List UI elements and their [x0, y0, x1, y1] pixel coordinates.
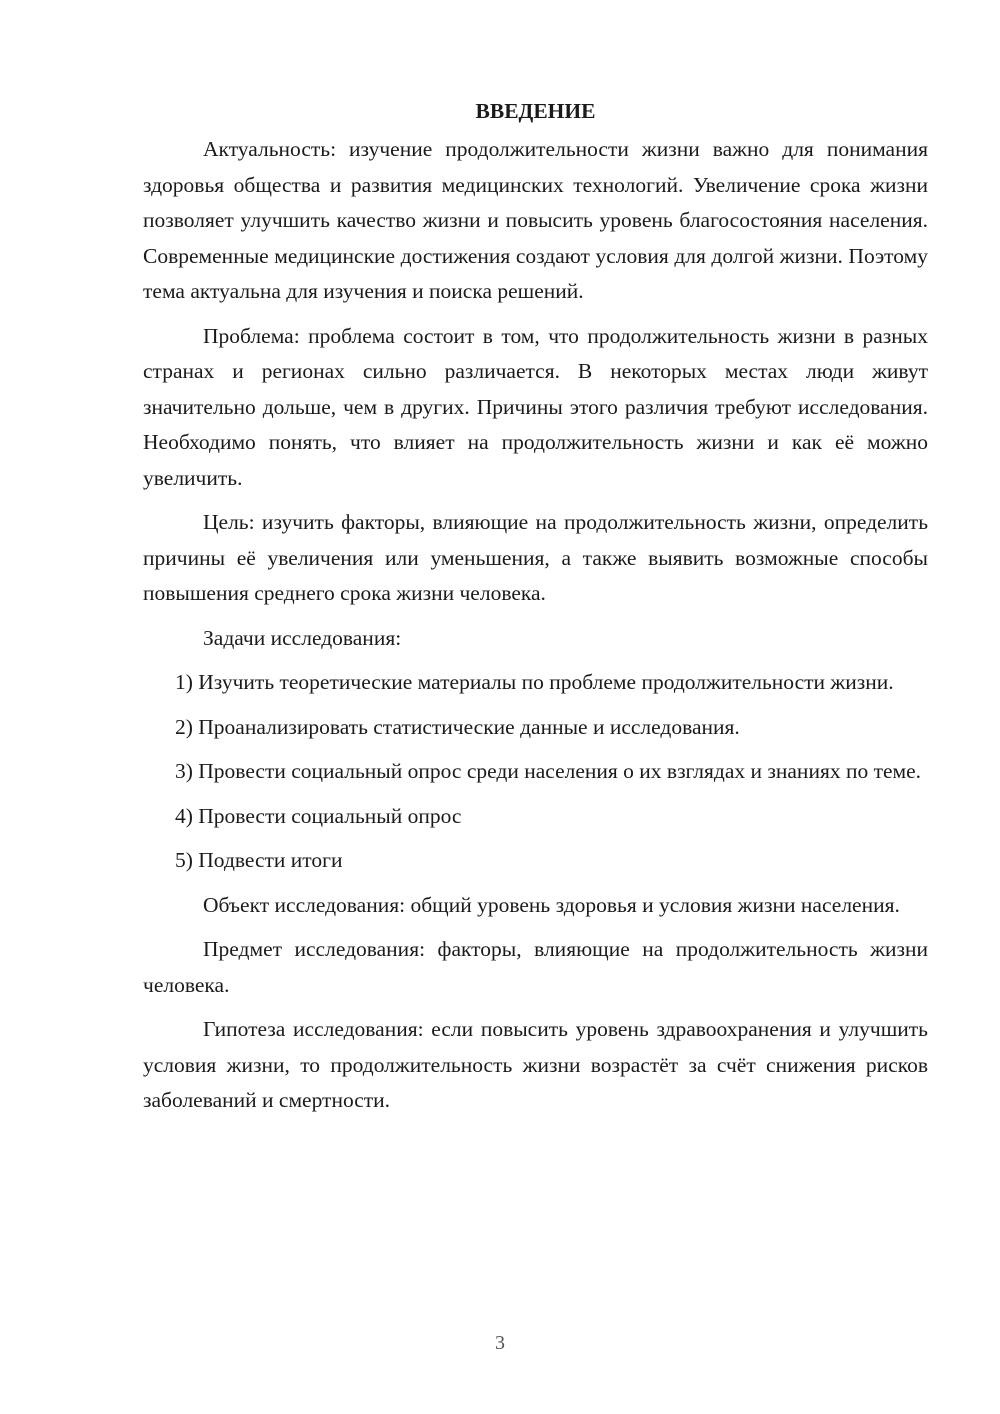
page-title: ВВЕДЕНИЕ	[475, 99, 596, 123]
task-item-4: 4) Провести социальный опрос	[175, 803, 462, 828]
goal-paragraph: Цель: изучить факторы, влияющие на продолжительность жизни, определить причины её увеличения или уменьшения, а также выявить возможные способы повышения среднего срока жизни человека.	[143, 510, 928, 605]
problem-paragraph: Проблема: проблема состоит в том, что продолжительность жизни в разных странах и регионах сильно различается. В некоторых местах люди живут значительно дольше, чем в других. Причины этого различия требуют исследования. Необходимо понять, что влияет на продолжительность жизни и как её можно увеличить.	[143, 323, 928, 490]
object-paragraph: Объект исследования: общий уровень здоровья и условия жизни населения.	[203, 892, 900, 917]
tasks-heading: Задачи исследования:	[203, 625, 402, 650]
document-body	[143, 96, 928, 1128]
page-number: 3	[495, 1332, 505, 1354]
task-item-3: 3) Провести социальный опрос среди населения о их взглядах и знаниях по теме.	[175, 759, 922, 783]
relevance-paragraph: Актуальность: изучение продолжительности жизни важно для понимания здоровья общества и развития медицинских технологий. Увеличение срока жизни позволяет улучшить качество жизни и повысить уровень благосостояния населения. Современные медицинские достижения создают условия для долгой жизни. Поэтому тема актуальна для изучения и поиска решений.	[143, 137, 928, 303]
hypothesis-paragraph: Гипотеза исследования: если повысить уровень здравоохранения и улучшить условия жизни, то продолжительность жизни возрастёт за счёт снижения рисков заболеваний и смертности.	[143, 1017, 928, 1112]
task-item-2: 2) Проанализировать статистические данные и исследования.	[175, 714, 740, 739]
task-item-1: 1) Изучить теоретические материалы по проблеме продолжительности жизни.	[175, 670, 894, 694]
subject-paragraph: Предмет исследования: факторы, влияющие на продолжительность жизни человека.	[143, 937, 928, 997]
task-item-5: 5) Подвести итоги	[175, 848, 343, 872]
